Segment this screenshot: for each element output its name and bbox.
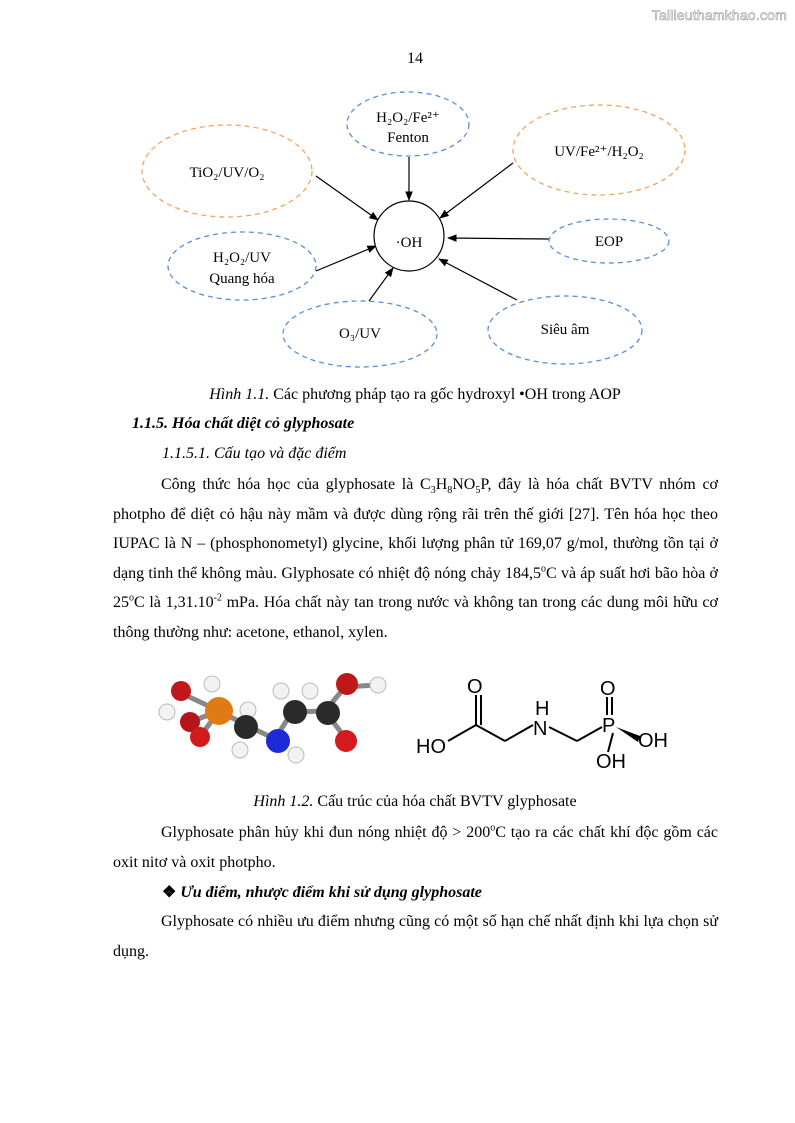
formula-o-phosphoryl: O xyxy=(600,678,616,700)
formula-p: P xyxy=(602,715,616,737)
node-o3uv-label: O₃/UV xyxy=(339,326,381,342)
node-tio2-label: TiO₂/UV/O₂ xyxy=(189,165,265,181)
diamond-bullet-icon: ❖ xyxy=(162,884,177,901)
center-oh-label: ·OH xyxy=(395,235,423,251)
figure-1-caption xyxy=(0,386,795,404)
paragraph-advantages-intro: Glyphosate có nhiều ưu điểm nhưng cũng có một số hạn chế nhất định khi lựa chọn sử dụng. xyxy=(113,913,718,960)
page-number: 14 xyxy=(407,50,423,67)
subsection-heading: 1.1.5.1. Cấu tạo và đặc điểm xyxy=(162,445,347,462)
formula-n: N xyxy=(533,718,548,740)
node-h2o2uv-line1: H₂O₂/UV xyxy=(213,250,271,266)
arrow-uvfe xyxy=(440,163,513,218)
paragraph-glyphosate-properties: Công thức hóa học của glyphosate là $C_3H_8NO_5P$, đây là hóa chất BVTV nhóm cơ photpho để diệt cỏ hậu này mầm và được dùng rộng rãi trên thế giới [27]. Tên hóa học theo IUPAC là N – (phosphonometyl) glycine, khối lượng phân tử 169,07 g/mol, thường tồn tại ở dạng tinh thể không màu. Glyphosate có nhiệt độ nóng chảy 184,5$^o$C và áp suất hơi bão hòa ở 25$^o$C là $1,31.10^{-2}$ mPa. Hóa chất này tan trong nước và không tan trong các dung môi hữu cơ thông thường như: acetone, ethanol, xylen. xyxy=(113,476,719,641)
node-fenton-line2: Fenton xyxy=(387,130,429,146)
node-eop-label: EOP xyxy=(594,234,624,250)
formula-o-carbonyl: O xyxy=(467,676,483,698)
node-uvfe-label: UV/Fe²⁺/H₂O₂ xyxy=(554,144,644,160)
figure-1-text: Các phương pháp tạo ra gốc hydroxyl •OH trong AOP xyxy=(269,386,621,403)
advantages-heading xyxy=(162,882,482,902)
glyphosate-structure-figure xyxy=(150,655,690,780)
figure-2-text: Cấu trúc của hóa chất BVTV glyphosate xyxy=(313,793,577,810)
arrow-eop xyxy=(448,238,549,239)
paragraph-decomposition: Glyphosate phân hủy khi đun nóng nhiệt độ > $200^oC$ tạo ra các chất khí độc gồm các oxit nitơ và oxit photpho. xyxy=(113,822,718,871)
formula-oh-right: OH xyxy=(638,730,668,752)
node-h2o2uv xyxy=(168,232,316,300)
watermark: Tailieuthamkhao.com xyxy=(651,7,787,23)
node-fenton-line1: H₂O₂/Fe²⁺ xyxy=(376,110,440,126)
wedge-bond xyxy=(616,727,640,742)
figure-2-caption xyxy=(0,793,795,811)
node-sieuam-label: Siêu âm xyxy=(540,322,590,338)
arrow-h2o2uv xyxy=(316,246,376,271)
advantages-heading-text: Ưu điểm, nhược điểm khi sử dụng glyphosate xyxy=(176,884,482,901)
skeletal-formula xyxy=(448,695,616,752)
ball-and-stick-model xyxy=(159,673,386,763)
formula-ho: HO xyxy=(416,736,446,758)
arrow-o3uv xyxy=(369,268,393,301)
arrow-tio2 xyxy=(316,176,378,220)
figure-2-label: Hình 1.2. xyxy=(253,793,314,810)
aop-diagram xyxy=(0,0,795,380)
arrow-sieuam xyxy=(439,259,517,300)
section-heading: 1.1.5. Hóa chất diệt cỏ glyphosate xyxy=(132,415,355,432)
figure-1-label: Hình 1.1. xyxy=(209,386,270,403)
node-h2o2uv-line2: Quang hóa xyxy=(209,271,275,287)
formula-h: H xyxy=(535,698,550,720)
formula-oh-bottom: OH xyxy=(596,751,626,773)
